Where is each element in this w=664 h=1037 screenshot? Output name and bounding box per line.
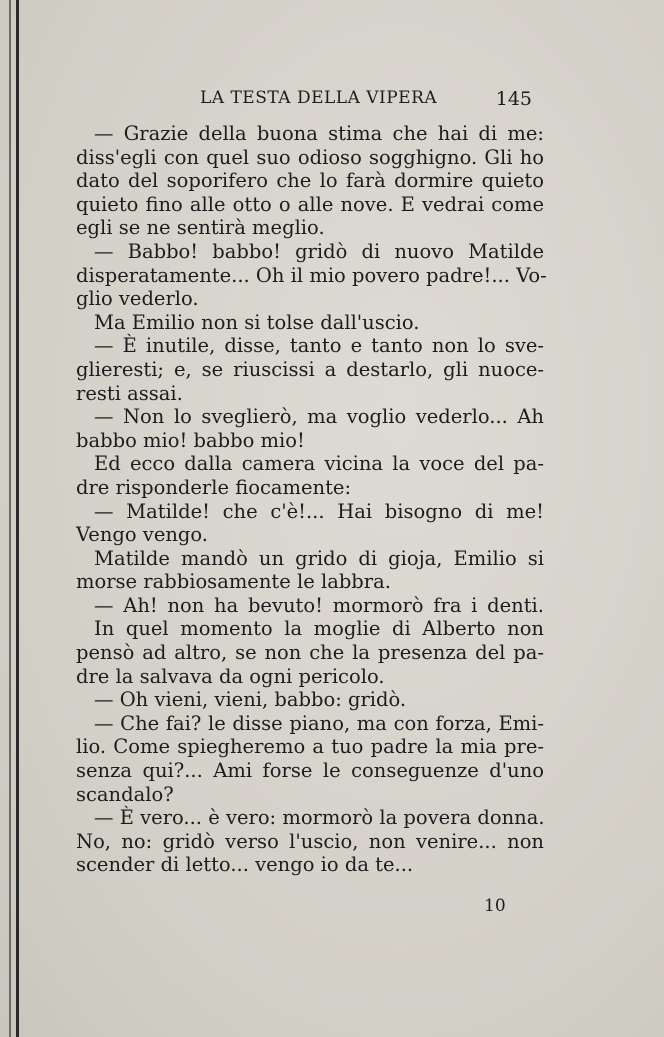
signature-mark: 10 bbox=[484, 896, 506, 916]
text-line: — Che fai? le disse piano, ma con forza, Emi- bbox=[94, 711, 544, 735]
binding-edge bbox=[9, 0, 11, 1037]
text-line: glieresti; e, se riuscissi a destarlo, gli nuoce- bbox=[76, 357, 544, 381]
text-line: senza qui?... Ami forse le conseguenze d'uno bbox=[76, 759, 544, 783]
text-line: lio. Come spiegheremo a tuo padre la mia pre- bbox=[76, 735, 544, 759]
text-line: — È vero... è vero: mormorò la povera donna. bbox=[94, 806, 545, 830]
text-line: pensò ad altro, se non che la presenza del pa- bbox=[76, 641, 544, 665]
text-line: Ma Emilio non si tolse dall'uscio. bbox=[94, 310, 420, 334]
text-line: disperatamente... Oh il mio povero padre!... Vo- bbox=[76, 263, 547, 287]
text-line: In quel momento la moglie di Alberto non bbox=[94, 617, 544, 641]
page-number: 145 bbox=[495, 88, 532, 110]
text-line: — Grazie della buona stima che hai di me: bbox=[94, 122, 544, 145]
text-line: Vengo vengo. bbox=[76, 523, 209, 547]
text-line: scender di letto... vengo io da te... bbox=[76, 853, 414, 877]
text-line: dre risponderle fiocamente: bbox=[76, 475, 352, 499]
text-line: Ed ecco dalla camera vicina la voce del pa- bbox=[94, 452, 544, 476]
text-line: quieto fino alle otto o alle nove. E vedrai come bbox=[76, 192, 544, 216]
page-gutter-line bbox=[16, 0, 19, 1037]
text-line: glio vederlo. bbox=[76, 287, 199, 311]
text-line: — Babbo! babbo! gridò di nuovo Matilde bbox=[94, 239, 544, 263]
text-line: diss'egli con quel suo odioso sogghigno. Gli ho bbox=[76, 145, 544, 169]
text-line: babbo mio! babbo mio! bbox=[76, 428, 305, 452]
text-line: Matilde mandò un grido di gioja, Emilio si bbox=[94, 546, 544, 570]
running-title: LA TESTA DELLA VIPERA bbox=[200, 88, 438, 108]
text-line: — Matilde! che c'è!... Hai bisogno di me! bbox=[94, 499, 544, 523]
text-line: morse rabbiosamente le labbra. bbox=[76, 570, 391, 594]
text-line: — Non lo sveglierò, ma voglio vederlo... Ah bbox=[94, 405, 544, 429]
text-line: No, no: gridò verso l'uscio, non venire... non bbox=[76, 829, 544, 853]
body-text bbox=[76, 122, 547, 877]
text-line: scandalo? bbox=[76, 782, 174, 806]
text-line: egli se ne sentirà meglio. bbox=[76, 216, 325, 240]
text-line: — È inutile, disse, tanto e tanto non lo sve- bbox=[94, 334, 544, 358]
page-header bbox=[200, 88, 532, 116]
text-line: resti assai. bbox=[76, 381, 183, 405]
text-line: — Oh vieni, vieni, babbo: gridò. bbox=[94, 688, 407, 712]
text-line: dre la salvava da ogni pericolo. bbox=[76, 664, 385, 688]
text-line: — Ah! non ha bevuto! mormorò fra i denti. bbox=[94, 593, 544, 617]
text-line: dato del soporifero che lo farà dormire quieto bbox=[76, 169, 544, 193]
